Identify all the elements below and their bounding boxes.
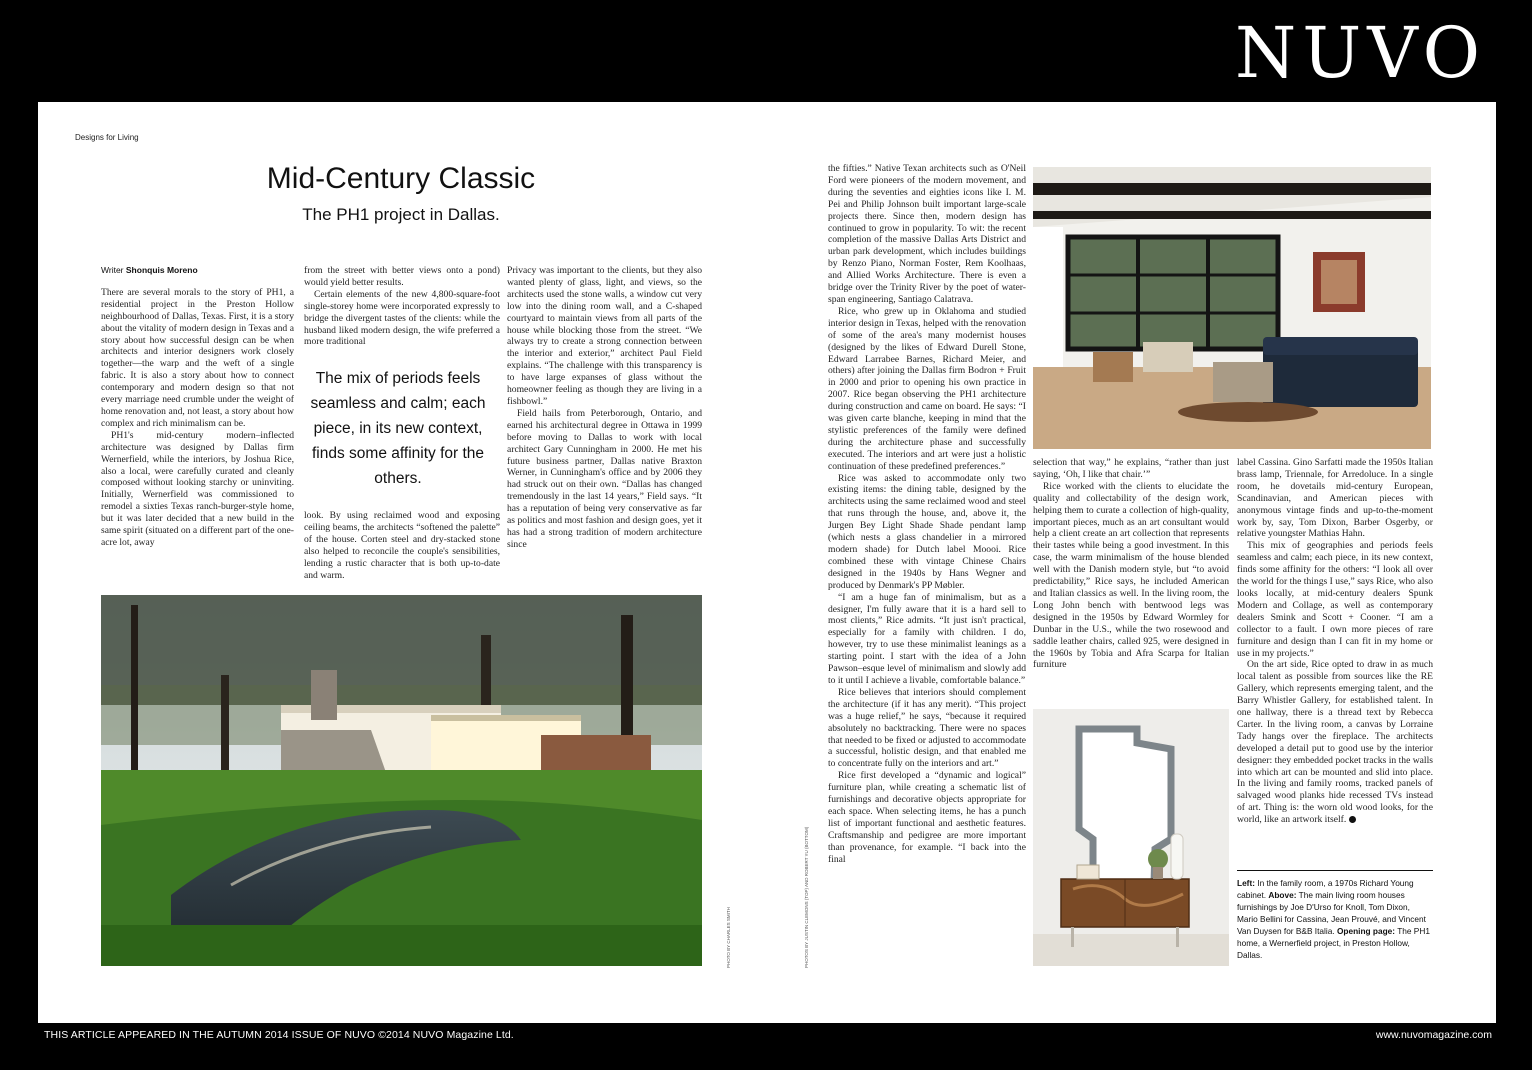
column-1 bbox=[101, 265, 294, 591]
paragraph: Certain elements of the new 4,800-square-foot single-storey home were incorporated expressly to bridge the divergent tastes of the clients: while the husband liked modern design, the wife preferred a more traditional bbox=[304, 288, 500, 348]
caption-text-above: The main living room houses furnishings by Joe D'Urso for Knoll, Tom Dixon, Mario Bellini for Cassina, Jean Prouvé, and Vincent Van Duysen for B&B Italia. bbox=[1237, 890, 1426, 936]
paragraph: Rice, who grew up in Oklahoma and studied interior design in Texas, helped with the renovation of some of the area's many modernist houses (designed by the likes of Edward Durell Stone, Edward Larrabee Barnes, Richard Meier, and others) after joining the Dallas firm Bodron + Fruit in 2000 and prior to opening his own practice in 2007. Rice began observing the PH1 architecture during construction and came on board. He says: “I was given carte blanche, keeping in mind that the stylistic preferences of the family were defined during the architecture phase and successfully executed. The interiors and art were just a holistic continuation of these predefined preferences.” bbox=[828, 305, 1026, 472]
paragraph: Rice was asked to accommodate only two existing items: the dining table, designed by the architects using the same reclaimed wood and steel that runs through the house, and, above it, the Jurgen Bey Light Shade Shade pendant lamp (which nests a glass chandelier in a mirrored modern shade) for Dutch label Moooi. Rice combined these with vintage Chinese Chairs designed in the 1940s by Hans Wegner and produced by Denmark's PP Møbler. bbox=[828, 472, 1026, 591]
column-5 bbox=[1033, 457, 1229, 697]
deck: The PH1 project in Dallas. bbox=[302, 205, 500, 224]
byline-name: Shonquis Moreno bbox=[125, 265, 198, 275]
paragraph: the fifties.” Native Texan architects such as O'Neil Ford were pioneers of the modern movement, and during the seventies and eighties icons like I. M. Pei and Philip Johnson built important large-scale projects there. Since then, modern design has continued to grow in popularity. To wit: the recent completion of the massive Dallas Arts District and urban park development, which includes buildings by Renzo Piano, Norman Foster, Rem Koolhaas, and Allied Works Architecture. There is even a bridge over the Trinity River by the poet of water-span engineering, Santiago Calatrava. bbox=[828, 163, 1026, 305]
masthead-logo: NUVO bbox=[1235, 12, 1486, 94]
living-room-photo bbox=[1033, 167, 1431, 449]
byline-prefix: Writer bbox=[101, 265, 124, 275]
caption-text-left: In the family room, a 1970s Richard Young cabinet. bbox=[1237, 878, 1414, 900]
footer-website-link[interactable]: www.nuvomagazine.com bbox=[1375, 1029, 1492, 1041]
column-6 bbox=[1237, 457, 1433, 867]
caption-text-opening: The PH1 home, a Wernerfield project, in Preston Hollow, Dallas. bbox=[1237, 926, 1430, 960]
paragraph: There are several morals to the story of PH1, a residential project in the Preston Hollow neighbourhood of Dallas, Texas. First, it is a story about the vitality of modern design in Texas and a story about how successful design can be when architects and interior designers work closely together—the warp and the weft of a single fabric. It is also a story about how to connect contemporary and modern design so that not every marriage need crumble under the weight of home renovation and, not least, a story about how complex and rich minimalism can be. bbox=[101, 286, 294, 429]
family-room-cabinet-photo bbox=[1033, 709, 1229, 966]
paragraph: “I am a huge fan of minimalism, but as a designer, I'm fully aware that it is a hard sell to most clients,” Rice admits. “It just isn't practical, especially for a family with children. I do, however, try to use these minimalist leanings as a starting point. I start with the idea of a John Pawson–esque level of minimalism and slowly add to it until I achieve a livable, comfortable balance.” bbox=[828, 591, 1026, 686]
photo-caption bbox=[1237, 870, 1433, 961]
paragraph: Rice first developed a “dynamic and logical” furniture plan, while creating a schematic list of furnishings and decorative objects appropriate for each space. When selecting items, he has a punch list of important functional and aesthetic features. Craftsmanship and pedigree are more important than provenance, for example. “I back into the final bbox=[828, 770, 1026, 865]
headline: Mid-Century Classic bbox=[266, 162, 536, 195]
photo-credit-right: PHOTOS BY JUSTIN CLEMONS (TOP) AND ROBERT YU (BOTTOM) bbox=[804, 826, 809, 968]
paragraph: label Cassina. Gino Sarfatti made the 1950s Italian brass lamp, Triennale, for Arredoluce. In a single room, he dovetails mid-century European, Scandinavian, and American pieces with anonymous vintage finds and up-to-the-moment work by, say, Tom Dixon, Barber Osgerby, or relative youngster Mathias Hahn. bbox=[1237, 457, 1433, 540]
section-label: Designs for Living bbox=[75, 133, 139, 142]
living-room-illustration bbox=[1033, 167, 1431, 449]
column-2-bottom bbox=[304, 510, 500, 590]
footer-copyright: THIS ARTICLE APPEARED IN THE AUTUMN 2014 ISSUE OF NUVO ©2014 NUVO Magazine Ltd. bbox=[44, 1029, 514, 1041]
column-3 bbox=[507, 265, 702, 591]
paragraph: from the street with better views onto a pond) would yield better results. bbox=[304, 265, 500, 288]
pull-quote: The mix of periods feels seamless and calm; each piece, in its new context, finds some affinity for the others. bbox=[310, 370, 486, 487]
paragraph: Rice believes that interiors should complement the architecture (if it has any merit). “This project was a huge relief,” he says, “because it required absolutely no backtracking. There were no spaces that needed to be fixed or adjusted to accommodate a successful, holistic design, and that enabled me to concentrate fully on the interiors and art.” bbox=[828, 686, 1026, 770]
photo-credit-left: PHOTO BY CHARLES SMITH bbox=[726, 907, 731, 968]
byline bbox=[101, 265, 294, 277]
caption-label-above: Above: bbox=[1268, 890, 1297, 900]
paragraph: Rice worked with the clients to elucidate the quality and collectability of the design work, helping them to curate a collection of high-quality, important pieces, much as an art consultant would help a client create an art collection that represents their tastes while being a good investment. In this case, the warm minimalism of the house blended well with the Danish modern style, but “to avoid predictability,” Rice says, he included American and Italian classics as well. In the living room, the Long John bench with bentwood legs was designed in the 1950s by Edward Wormley for Dunbar in the U.S., while the two rosewood and saddle leather chairs, called 925, were designed in the 1960s by Tobia and Afra Scarpa for Italian furniture bbox=[1033, 480, 1229, 671]
paragraph: Privacy was important to the clients, but they also wanted plenty of glass, light, and views, so the architects used the stone walls, a window cut very low into the dining room wall, and a C-shaped courtyard to maintain views from all parts of the house while blocking those from the street. “We always try to create a strong connection between the interior and exterior,” architect Paul Field explains. “The challenge with this transparency is to have large expanses of glass without the homeowner feeling as though they are living in a fishbowl.” bbox=[507, 265, 702, 407]
paragraph: look. By using reclaimed wood and exposing ceiling beams, the architects “softened the palette” of the house. Corten steel and dry-stacked stone also helped to reconcile the couple's sensibilities, lending a rustic character that is both up-to-date and warm. bbox=[304, 510, 500, 581]
magazine-spread bbox=[38, 102, 1496, 1023]
exterior-illustration bbox=[101, 595, 702, 966]
column-2-top bbox=[304, 265, 500, 361]
cabinet-illustration bbox=[1033, 709, 1229, 966]
paragraph-text: On the art side, Rice opted to draw in as much local talent as possible from sources like the RE Gallery, which represents emerging talent, and the Barry Whistler Gallery, for established talent. In one hallway, there is a thread text by Rebecca Carter. In the living room, a canvas by Lorraine Tady hangs over the fireplace. The architects developed a detail put to good use by the interior designer: they embedded pocket tracks in the walls into which art can be mounted and slid into place. In the living and family rooms, tracked panels of salvaged wood planks hide recessed TVs instead of art. Thing is: the worn old wood looks, for the world, like an artwork itself. bbox=[1237, 659, 1433, 826]
top-bar bbox=[0, 0, 1532, 102]
paragraph: selection that way,” he explains, “rather than just saying, ‘Oh, I like that chair.’” bbox=[1033, 457, 1229, 480]
paragraph: This mix of geographies and periods feels seamless and calm; each piece, in its new context, finds some affinity for the others: “I look all over the world for the things I use,” says Rice, who also looks locally, at mid-century dealers Spunk Modern and Collage, as well as contemporary dealers Smink and Scott + Cooner. “I am a collector to a fault. I own more pieces of rare furniture and design than I can fit in my home or use in my projects.” bbox=[1237, 540, 1433, 659]
end-mark-icon bbox=[1349, 816, 1356, 823]
house-exterior-photo bbox=[101, 595, 702, 966]
caption-label-left: Left: bbox=[1237, 878, 1255, 888]
footer-bar bbox=[0, 1023, 1532, 1070]
caption-label-opening: Opening page: bbox=[1336, 926, 1396, 936]
paragraph: PH1's mid-century modern–inflected architecture was designed by Dallas firm Wernerfield, while the interiors, by Joshua Rice, also a local, were carefully curated and cleanly composed without looking starchy or uninviting. Initially, Wernerfield was commissioned to remodel a sixties Texas ranch-burger-style home, but it was later decided that a new build in the same spirit (situated on a different part of the one-acre lot, away bbox=[101, 429, 294, 548]
paragraph bbox=[1237, 659, 1433, 826]
paragraph: Field hails from Peterborough, Ontario, and earned his architectural degree in Ottawa in 1999 before moving to Dallas to work with local architect Gary Cunningham in 2000. He met his future business partner, Dallas native Braxton Werner, in Cunningham's office and by 2006 they had struck out on their own. “Dallas has changed tremendously in the last 14 years,” Field says. “It has a reputation of being very conservative as far as politics and most fashion and design goes, yet it has had a strong tradition of modern architecture since bbox=[507, 407, 702, 550]
column-4 bbox=[828, 163, 1026, 967]
